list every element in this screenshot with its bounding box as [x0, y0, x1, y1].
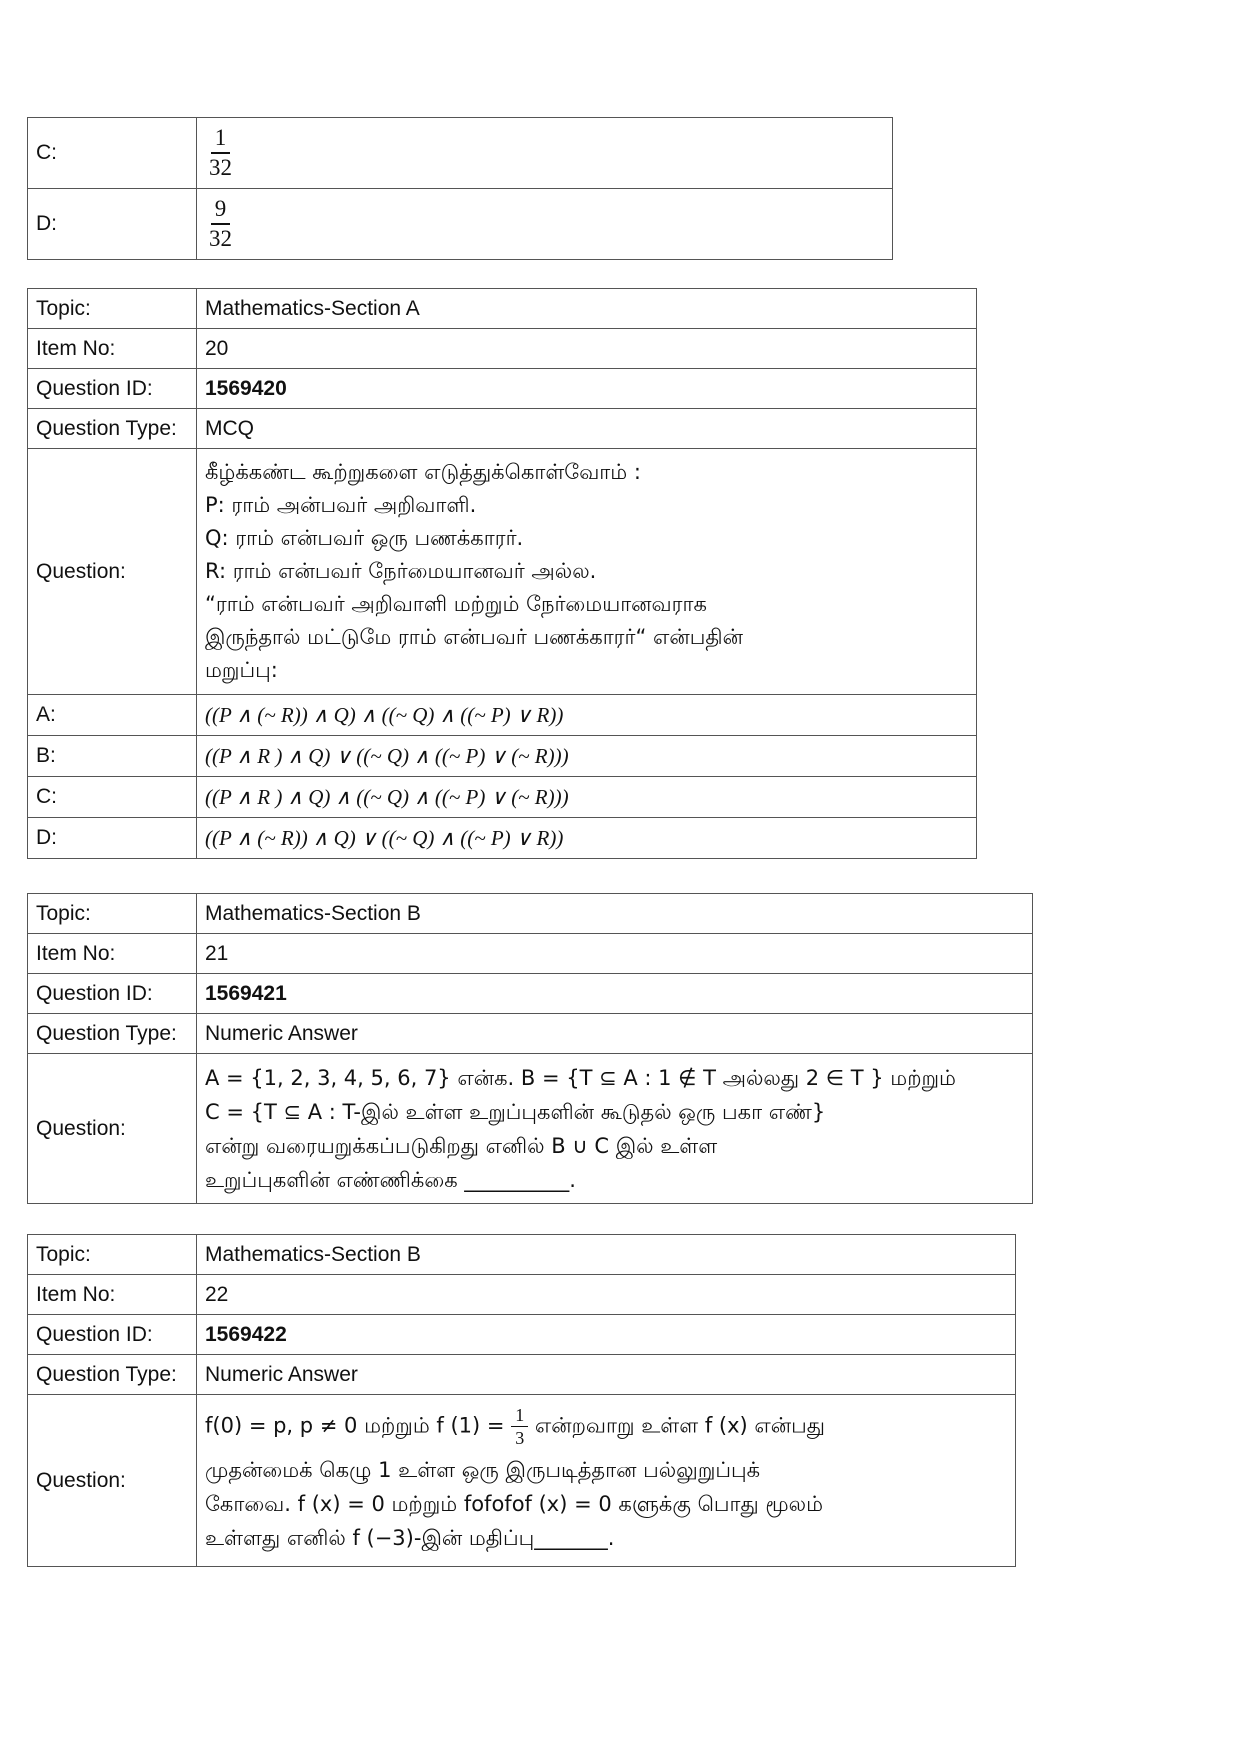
question-id-value: 1569421 — [197, 974, 1033, 1014]
option-d-value: ((P ∧ (~ R)) ∧ Q) ∨ ((~ Q) ∧ ((~ P) ∨ R)) — [197, 818, 977, 859]
option-row-a: A: ((P ∧ (~ R)) ∧ Q) ∧ ((~ Q) ∧ ((~ P) ∨ R)) — [28, 695, 977, 736]
option-value — [197, 189, 893, 260]
fraction: $\frac{1}{32}$ — [209, 125, 232, 180]
question-row: Question: A = {1, 2, 3, 4, 5, 6, 7} என்க. B = {T ⊆ A : 1 ∉ T அல்லது 2 ∈ T } மற்றும் C = {T ⊆ A : T-இல் உள்ள உறுப்புகளின் கூடுதல் ஒரு பகா எண்} என்று வரையறுக்கப்படுகிறது எனில் B ∪ C இல் உள்ள உறுப்புகளின் எண்ணிக்கை __________. — [28, 1054, 1033, 1204]
option-row-b: B: ((P ∧ R ) ∧ Q) ∨ ((~ Q) ∧ ((~ P) ∨ (~ R))) — [28, 736, 977, 777]
item-no-row: Item No: 22 — [28, 1275, 1016, 1315]
option-c-value: ((P ∧ R ) ∧ Q) ∧ ((~ Q) ∧ ((~ P) ∨ (~ R))) — [197, 777, 977, 818]
item-no-value: 21 — [197, 934, 1033, 974]
topic-value: Mathematics-Section B — [197, 1235, 1016, 1275]
fraction: $\frac{1}{3}$ — [511, 1406, 528, 1447]
item-no-row: Item No: 21 — [28, 934, 1033, 974]
prev-question-options-table — [27, 117, 893, 260]
question-type-value: MCQ — [197, 409, 977, 449]
option-label: D: — [28, 189, 197, 260]
question-20-table — [27, 288, 977, 859]
question-text: A = {1, 2, 3, 4, 5, 6, 7} என்க. B = {T ⊆ A : 1 ∉ T அல்லது 2 ∈ T } மற்றும் C = {T ⊆ A : T-இல் உள்ள உறுப்புகளின் கூடுதல் ஒரு பகா எண்} என்று வரையறுக்கப்படுகிறது எனில் B ∪ C இல் உள்ள உறுப்புகளின் எண்ணிக்கை __________. — [197, 1054, 1033, 1204]
topic-value: Mathematics-Section A — [197, 289, 977, 329]
question-type-row: Question Type: Numeric Answer — [28, 1014, 1033, 1054]
question-type-value: Numeric Answer — [197, 1355, 1016, 1395]
question-type-row: Question Type: MCQ — [28, 409, 977, 449]
question-id-value: 1569422 — [197, 1315, 1016, 1355]
question-id-row: Question ID: 1569422 — [28, 1315, 1016, 1355]
option-b-value: ((P ∧ R ) ∧ Q) ∨ ((~ Q) ∧ ((~ P) ∨ (~ R))) — [197, 736, 977, 777]
question-id-row: Question ID: 1569421 — [28, 974, 1033, 1014]
option-a-value: ((P ∧ (~ R)) ∧ Q) ∧ ((~ Q) ∧ ((~ P) ∨ R)) — [197, 695, 977, 736]
topic-row: Topic: Mathematics-Section A — [28, 289, 977, 329]
option-row-c — [28, 118, 893, 189]
question-type-value: Numeric Answer — [197, 1014, 1033, 1054]
item-no-value: 20 — [197, 329, 977, 369]
question-row: Question: கீழ்க்கண்ட கூற்றுகளை எடுத்துக்கொள்வோம் : P: ராம் அன்பவர் அறிவாளி. Q: ராம் என்பவர் ஒரு பணக்காரர். R: ராம் என்பவர் நேர்மையானவர் அல்ல. “ராம் என்பவர் அறிவாளி மற்றும் நேர்மையானவராக இருந்தால் மட்டுமே ராம் என்பவர் பணக்காரர்“ என்பதின் மறுப்பு: — [28, 449, 977, 695]
question-text: f(0) = p, p ≠ 0 மற்றும் f (1) = $\frac{1}{3}$ என்றவாறு உள்ள f (x) என்பது முதன்மைக் கெழு 1 உள்ள ஒரு இருபடித்தான பல்லுறுப்புக் கோவை. f (x) = 0 மற்றும் fofofof (x) = 0 களுக்கு பொது மூலம் உள்ளது எனில் f (−3)-இன் மதிப்பு_______. — [197, 1395, 1016, 1567]
option-label: C: — [28, 118, 197, 189]
option-row-d — [28, 189, 893, 260]
item-no-value: 22 — [197, 1275, 1016, 1315]
question-type-row: Question Type: Numeric Answer — [28, 1355, 1016, 1395]
fraction: $\frac{9}{32}$ — [209, 196, 232, 251]
question-id-value: 1569420 — [197, 369, 977, 409]
question-row: Question: f(0) = p, p ≠ 0 மற்றும் f (1) = $\frac{1}{3}$ என்றவாறு உள்ள f (x) என்பது முதன்மைக் கெழு 1 உள்ள ஒரு இருபடித்தான பல்லுறுப்புக் கோவை. f (x) = 0 மற்றும் fofofof (x) = 0 களுக்கு பொது மூலம் உள்ளது எனில் f (−3)-இன் மதிப்பு_______. — [28, 1395, 1016, 1567]
option-row-d: D: ((P ∧ (~ R)) ∧ Q) ∨ ((~ Q) ∧ ((~ P) ∨ R)) — [28, 818, 977, 859]
option-value — [197, 118, 893, 189]
question-21-table — [27, 893, 1033, 1204]
question-text: கீழ்க்கண்ட கூற்றுகளை எடுத்துக்கொள்வோம் : P: ராம் அன்பவர் அறிவாளி. Q: ராம் என்பவர் ஒரு பணக்காரர். R: ராம் என்பவர் நேர்மையானவர் அல்ல. “ராம் என்பவர் அறிவாளி மற்றும் நேர்மையானவராக இருந்தால் மட்டுமே ராம் என்பவர் பணக்காரர்“ என்பதின் மறுப்பு: — [197, 449, 977, 695]
topic-value: Mathematics-Section B — [197, 894, 1033, 934]
question-id-row: Question ID: 1569420 — [28, 369, 977, 409]
topic-row: Topic: Mathematics-Section B — [28, 1235, 1016, 1275]
item-no-row: Item No: 20 — [28, 329, 977, 369]
topic-row: Topic: Mathematics-Section B — [28, 894, 1033, 934]
option-row-c: C: ((P ∧ R ) ∧ Q) ∧ ((~ Q) ∧ ((~ P) ∨ (~ R))) — [28, 777, 977, 818]
question-22-table — [27, 1234, 1016, 1567]
